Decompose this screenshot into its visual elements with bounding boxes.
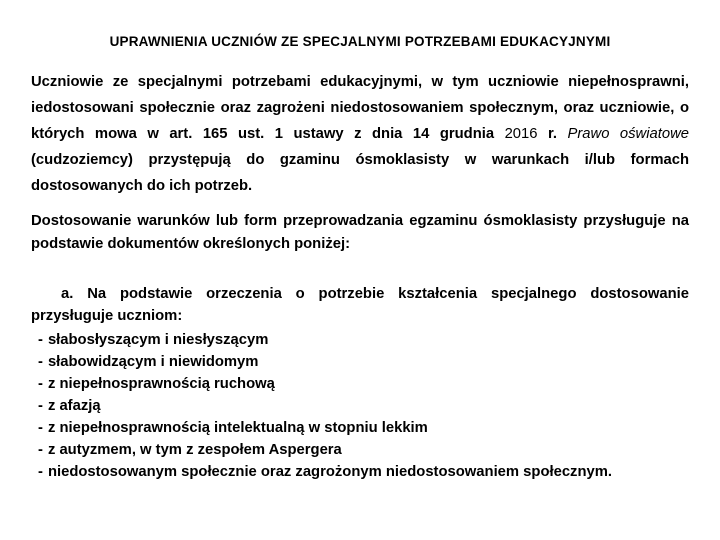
intro-text-after-year: r. — [537, 126, 568, 142]
year-value: 2016 — [504, 126, 538, 142]
list-item — [38, 461, 689, 483]
intro-text-before-year: Uczniowie ze specjalnymi potrzebami edukacyjnymi, w tym uczniowie niepełnosprawni, iedostosowani społecznie oraz zagrożeni niedostosowaniem społecznym, oraz uczniowie, o których mowa w art. 165 ust. 1 ustawy z dnia 14 grudnia — [31, 74, 689, 142]
list-item — [38, 329, 689, 351]
paragraph-documents: Dostosowanie warunków lub form przeprowadzania egzaminu ósmoklasisty przysługuje na podstawie dokumentów określonych poniżej: — [31, 213, 689, 252]
list-item-dash: - — [38, 398, 43, 414]
list-item-text: z niepełnosprawnością intelektualną w stopniu lekkim — [47, 420, 428, 436]
list-item-text: słabowidzącym i niewidomym — [47, 354, 259, 370]
item-a-marker: a. — [61, 286, 74, 302]
paragraph-item-a — [31, 283, 689, 327]
list-item-text: z afazją — [47, 398, 101, 414]
list-item-dash: - — [38, 442, 43, 458]
list-item-text: z niepełnosprawnością ruchową — [47, 376, 275, 392]
list-item — [38, 373, 689, 395]
list-item — [38, 351, 689, 373]
page-title: UPRAWNIENIA UCZNIÓW ZE SPECJALNYMI POTRZEBAMI EDUKACYJNYMI — [109, 34, 611, 49]
list-item — [38, 417, 689, 439]
list-item-dash: - — [38, 420, 43, 436]
list-item-dash: - — [38, 464, 43, 480]
paragraph-intro — [31, 69, 689, 199]
list-item-dash: - — [38, 354, 43, 370]
list-item-dash: - — [38, 376, 43, 392]
intro-text-after-law: (cudzoziemcy) przystępują do gzaminu ósmoklasisty w warunkach i/lub formach dostosowanych do ich potrzeb. — [31, 152, 689, 194]
eligible-students-list — [31, 329, 689, 483]
list-item-text: z autyzmem, w tym z zespołem Aspergera — [47, 442, 342, 458]
list-item-text: słabosłyszącym i niesłyszącym — [47, 332, 269, 348]
list-item — [38, 439, 689, 461]
item-a-text: Na podstawie orzeczenia o potrzebie kształcenia specjalnego dostosowanie przysługuje uczniom: — [31, 286, 689, 324]
law-title: Prawo oświatowe — [567, 126, 690, 142]
list-item-text: niedostosowanym społecznie oraz zagrożonym niedostosowaniem społecznym. — [47, 464, 612, 480]
list-item-dash: - — [38, 332, 43, 348]
list-item — [38, 395, 689, 417]
